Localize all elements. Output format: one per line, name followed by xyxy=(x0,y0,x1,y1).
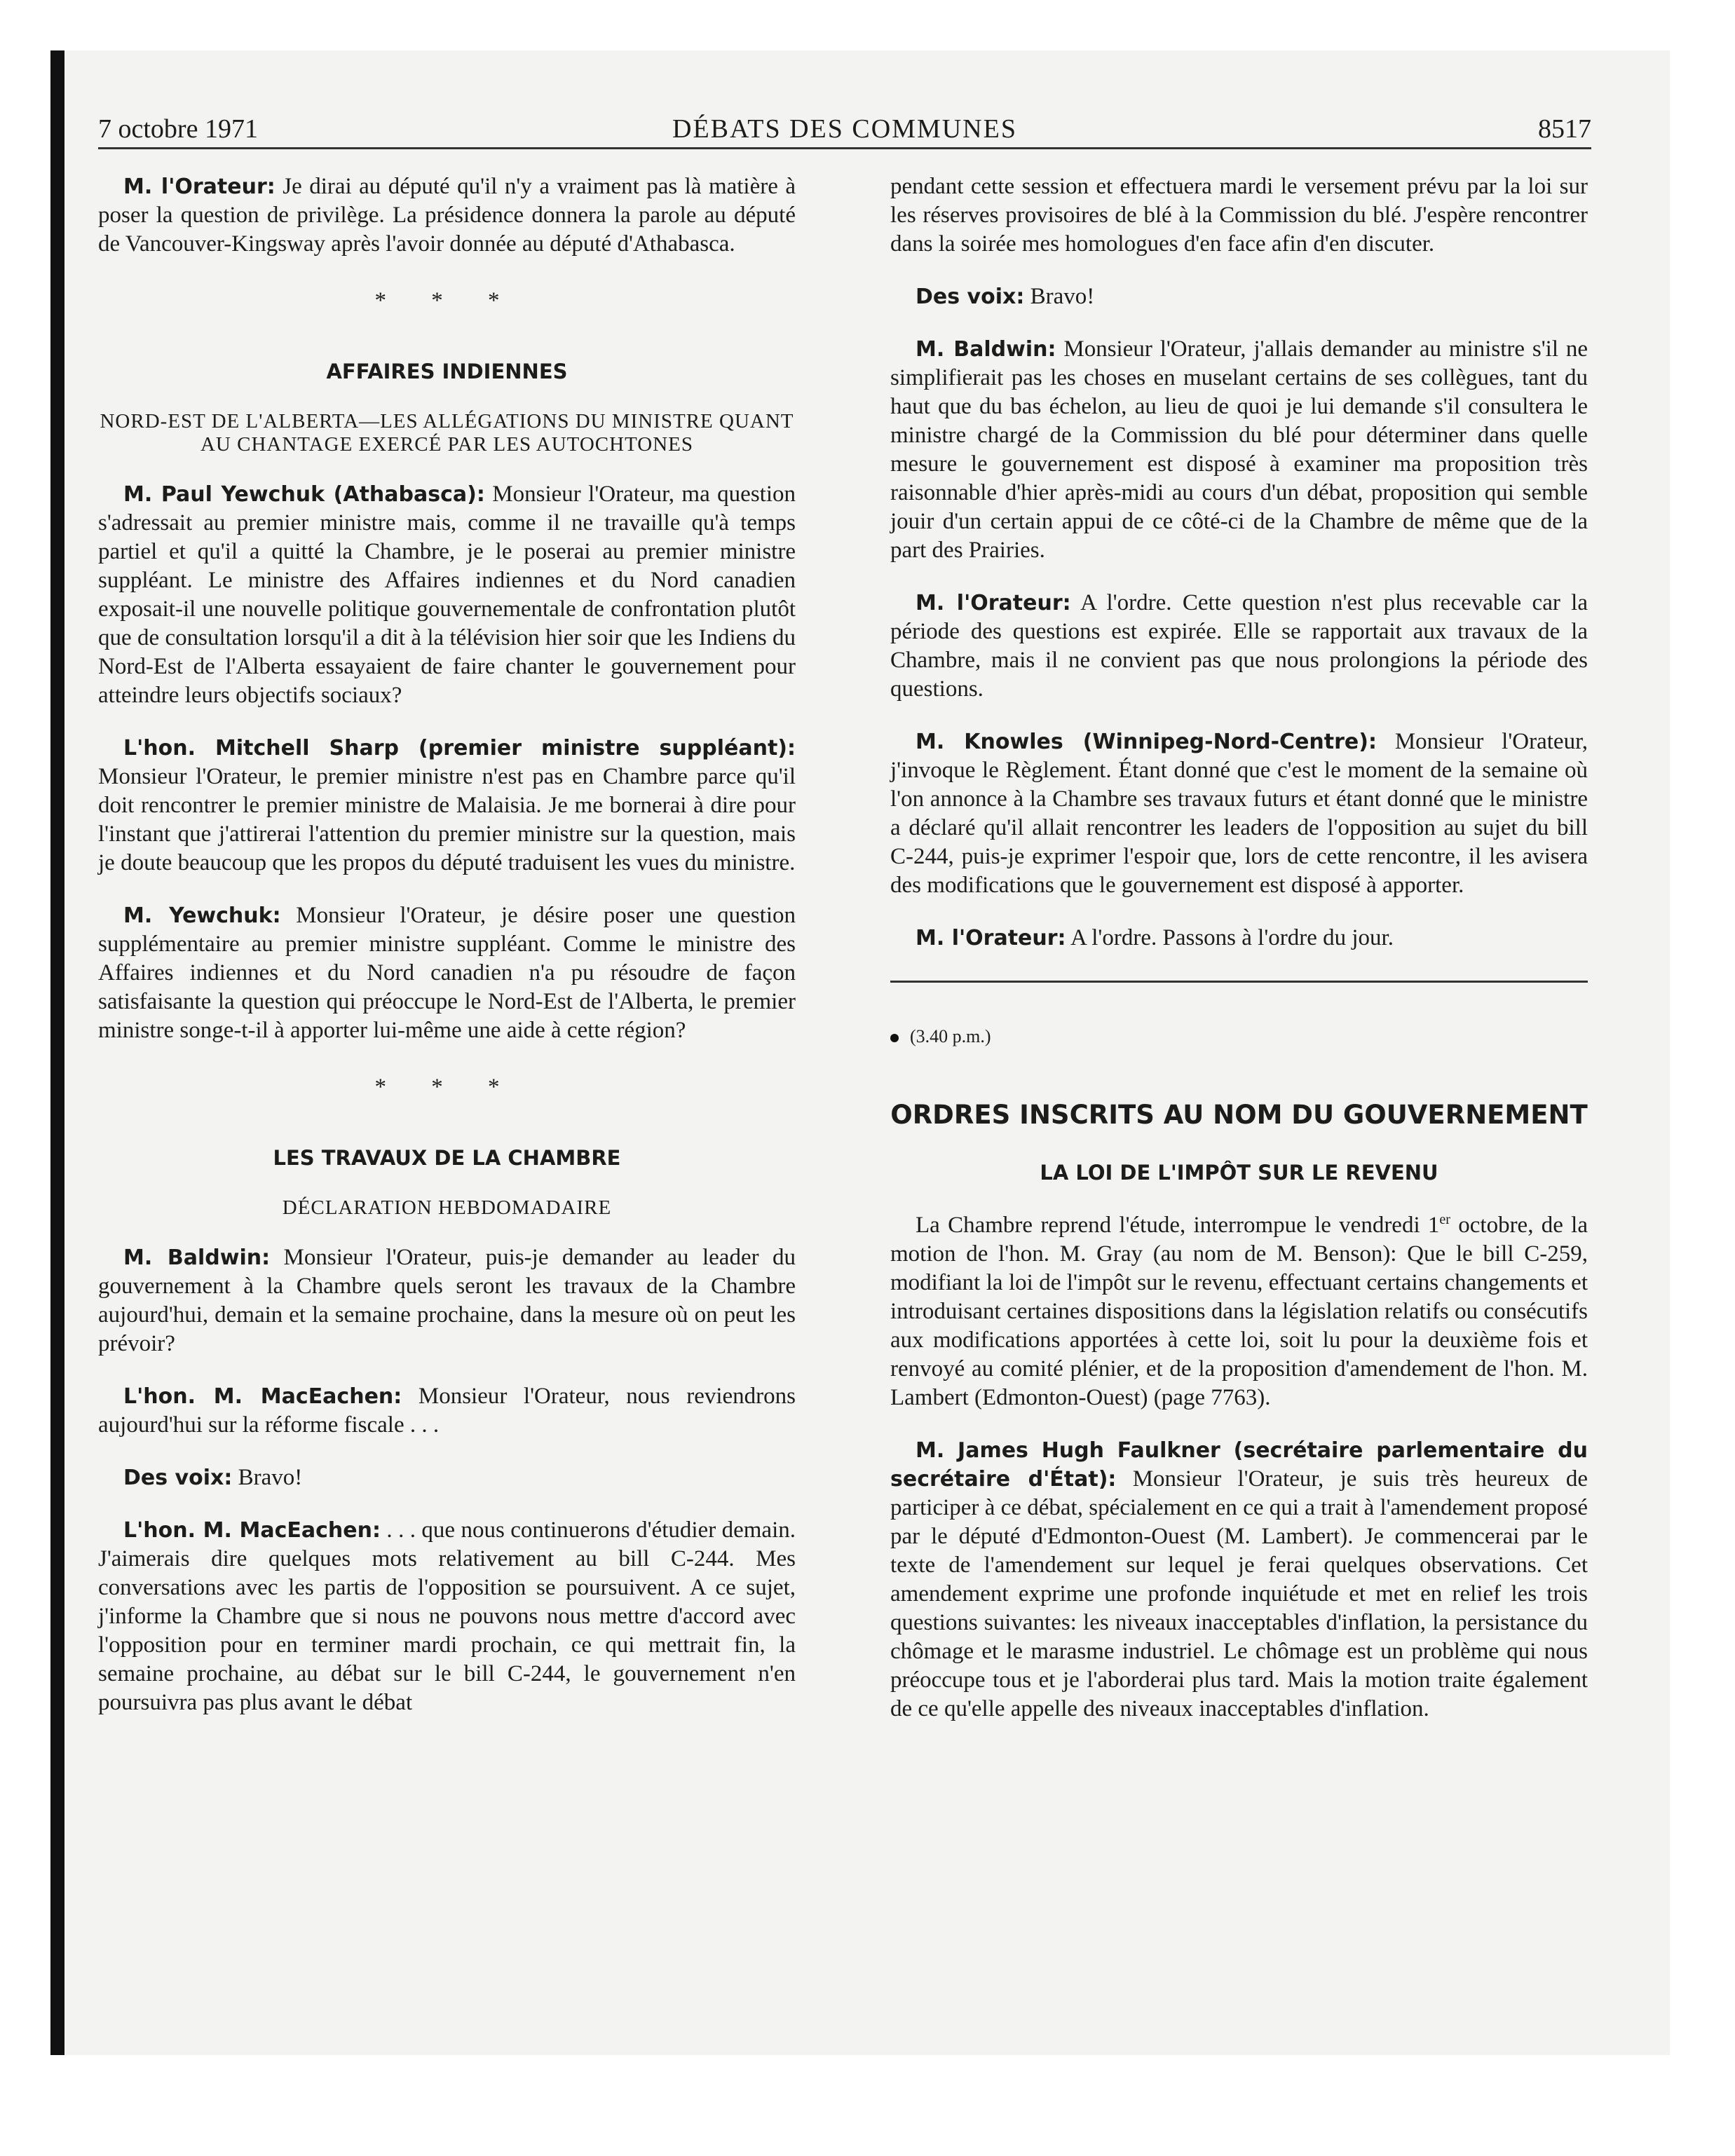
paragraph xyxy=(890,1436,1588,1724)
speaker-name: M. l'Orateur: xyxy=(916,926,1066,950)
speaker-name: L'hon. Mitchell Sharp (premier ministre suppléant): xyxy=(123,736,796,760)
paragraph xyxy=(890,589,1588,704)
section-title: AFFAIRES INDIENNES xyxy=(326,360,568,383)
speaker-name: M. l'Orateur: xyxy=(123,175,275,199)
speech-text: octobre, de la motion de l'hon. M. Gray (au nom de M. Benson): Que le bill C-259, modifiant la loi de l'impôt sur le revenu, effectuant certains changements et introduisant certaines dispositions dans la législation relatifs ou consécutifs aux modifications apportées à cette loi, soit lu pour la deuxième fois et renvoyé au comité plénier, et de la proposition d'amendement de l'hon. M. Lambert (Edmonton-Ouest) (page 7763). xyxy=(890,1213,1588,1410)
divider xyxy=(890,981,1588,983)
scan-edge-bar xyxy=(50,50,64,2055)
speaker-name: M. James Hugh Faulkner (secrétaire parlementaire du secrétaire d'État): xyxy=(890,1438,1588,1492)
speech-text: Je dirai au député qu'il n'y a vraiment pas là matière à poser la question de privilège. La présidence donnera la parole au député de Vancouver-Kingsway après l'avoir donnée au député d'Athabasca. xyxy=(98,174,796,257)
speaker-name: M. Baldwin: xyxy=(123,1246,271,1270)
speaker-name: L'hon. M. MacEachen: xyxy=(123,1384,402,1409)
speaker-name: L'hon. M. MacEachen: xyxy=(123,1518,381,1543)
right-column xyxy=(890,172,1588,1747)
speaker-name: Des voix: xyxy=(123,1466,233,1490)
paragraph xyxy=(890,924,1588,953)
section-subtitle: DÉCLARATION HEBDOMADAIRE xyxy=(282,1196,612,1219)
speech-text: A l'ordre. Passons à l'ordre du jour. xyxy=(1066,925,1394,950)
page-header xyxy=(98,105,1591,149)
paragraph xyxy=(98,1516,796,1717)
section-separator: * * * xyxy=(374,288,519,313)
left-column xyxy=(98,172,796,1741)
paragraph xyxy=(890,335,1588,565)
paragraph xyxy=(98,1382,796,1440)
speech-text: Monsieur l'Orateur, nous reviendrons aujourd'hui sur la réforme fiscale . . . xyxy=(98,1384,796,1438)
speech-text: Monsieur l'Orateur, puis-je demander au leader du gouvernement à la Chambre quels seront les travaux de la Chambre aujourd'hui, demain et la semaine prochaine, dans la mesure où on peut les prévoir? xyxy=(98,1245,796,1356)
section-subtitle: LA LOI DE L'IMPÔT SUR LE REVENU xyxy=(1040,1161,1438,1185)
paragraph xyxy=(890,1211,1588,1412)
speech-text: Bravo! xyxy=(232,1465,303,1490)
speech-text: Monsieur l'Orateur, je désire poser une question supplémentaire au premier ministre suppléant. Comme le ministre des Affaires indiennes et du Nord canadien n'a pu résoudre de façon satisfaisante la question qui préoccupe le Nord-Est de l'Alberta, le premier ministre songe-t-il à apporter lui-même une aide à cette région? xyxy=(98,903,796,1043)
speech-text: Monsieur l'Orateur, le premier ministre n'est pas en Chambre parce qu'il doit rencontrer le premier ministre de Malaisia. Je me bornerai à dire pour l'instant que j'attirerai l'attention du premier ministre sur la question, mais je doute beaucoup que les propos du député traduisent les vues du ministre. xyxy=(98,764,796,875)
time-text: (3.40 p.m.) xyxy=(910,1026,991,1046)
header-title: DÉBATS DES COMMUNES xyxy=(672,114,1017,144)
paragraph xyxy=(98,172,796,259)
section-title: LES TRAVAUX DE LA CHAMBRE xyxy=(273,1146,621,1170)
speech-text: . . . que nous continuerons d'étudier demain. J'aimerais dire quelques mots relativement au bill C-244. Mes conversations avec les partis de l'opposition se poursuivent. A ce sujet, j'informe la Chambre que si nous ne pouvons nous mettre d'accord avec l'opposition pour en terminer mardi prochain, ce qui mettrait fin, la semaine prochaine, au débat sur le bill C-244, le gouvernement n'en poursuivra pas plus avant le débat xyxy=(98,1517,796,1715)
section-separator: * * * xyxy=(374,1074,519,1100)
paragraph xyxy=(98,734,796,878)
speech-text: Monsieur l'Orateur, ma question s'adressait au premier ministre mais, comme il ne travaille qu'à temps partiel et qu'il a quitté la Chambre, je le poserai au premier ministre suppléant. Le ministre des Affaires indiennes et du Nord canadien exposait-il une nouvelle politique gouvernementale de confrontation plutôt que de consultation lorsqu'il a dit à la télévision hier soir que les Indiens du Nord-Est de l'Alberta essayaient de faire chanter le gouvernement pour atteindre leurs objectifs sociaux? xyxy=(98,482,796,708)
speaker-name: M. Yewchuk: xyxy=(123,903,281,928)
speech-text: Monsieur l'Orateur, j'invoque le Règlement. Étant donné que c'est le moment de la semaine où l'on annonce à la Chambre ses travaux futurs et étant donné que le ministre a déclaré qu'il allait rencontrer les leaders de l'opposition au sujet du bill C-244, puis-je exprimer l'espoir que, lors de cette rencontre, il les avisera des modifications que le gouvernement est disposé à apporter. xyxy=(890,729,1588,898)
speaker-name: M. l'Orateur: xyxy=(916,591,1071,615)
speech-text: La Chambre reprend l'étude, interrompue le vendredi 1 xyxy=(916,1213,1440,1238)
paragraph xyxy=(98,480,796,710)
speech-text: Monsieur l'Orateur, je suis très heureux de participer à ce débat, spécialement en ce qui a trait à l'amendement proposé par le député d'Edmonton-Ouest (M. Lambert). Je commencerai par le texte de l'amendement sur lequel je ferai quelques observations. Cet amendement exprime une profonde inquiétude et met en relief les trois questions suivantes: les niveaux inacceptables d'inflation, la persistance du chômage et le marasme industriel. Le chômage est un problème qui nous préoccupe tous et je l'aborderai plus tard. Mais la motion traite également de ce qu'elle appelle des niveaux inacceptables d'inflation. xyxy=(890,1466,1588,1721)
speaker-name: M. Paul Yewchuk (Athabasca): xyxy=(123,482,485,507)
page-number: 8517 xyxy=(1538,114,1591,144)
timestamp xyxy=(890,1022,1588,1051)
paragraph xyxy=(890,172,1588,259)
speech-text: Bravo! xyxy=(1024,284,1095,309)
paragraph xyxy=(98,901,796,1045)
paragraph xyxy=(890,282,1588,311)
speaker-name: Des voix: xyxy=(916,285,1025,309)
speech-text: pendant cette session et effectuera mardi le versement prévu par la loi sur les réserves provisoires de blé à la Commission du blé. J'espère rencontrer dans la soirée mes homologues d'en face afin d'en discuter. xyxy=(890,174,1588,257)
speech-text: Monsieur l'Orateur, j'allais demander au ministre s'il ne simplifierait pas les choses en muselant certains de ses collègues, tant du haut que du bas échelon, au lieu de quoi je lui demande s'il consultera le ministre chargé de la Commission du blé pour déterminer dans quelle mesure le gouvernement est disposé à examiner ma proposition très raisonnable d'hier après-midi au cours d'un débat, proposition qui semble jouir d'un certain appui de ce côté-ci de la Chambre de même que de la part des Prairies. xyxy=(890,336,1588,563)
speaker-name: M. Knowles (Winnipeg-Nord-Centre): xyxy=(916,730,1377,754)
speech-text: A l'ordre. Cette question n'est plus recevable car la période des questions est expirée. Elle se rapportait aux travaux de la Chambre, mais il ne convient pas que nous prolongions la période des questions. xyxy=(890,590,1588,702)
ordinal-suffix: er xyxy=(1439,1212,1450,1227)
paragraph xyxy=(98,1464,796,1492)
header-date: 7 octobre 1971 xyxy=(98,114,258,144)
section-subtitle: NORD-EST DE L'ALBERTA—LES ALLÉGATIONS DU MINISTRE QUANT AU CHANTAGE EXERCÉ PAR LES AUTOCHTONES xyxy=(100,410,794,456)
paragraph xyxy=(98,1243,796,1358)
bullet-icon xyxy=(890,1034,899,1042)
paragraph xyxy=(890,728,1588,900)
section-title: ORDRES INSCRITS AU NOM DU GOUVERNEMENT xyxy=(890,1100,1588,1130)
speaker-name: M. Baldwin: xyxy=(916,337,1056,362)
